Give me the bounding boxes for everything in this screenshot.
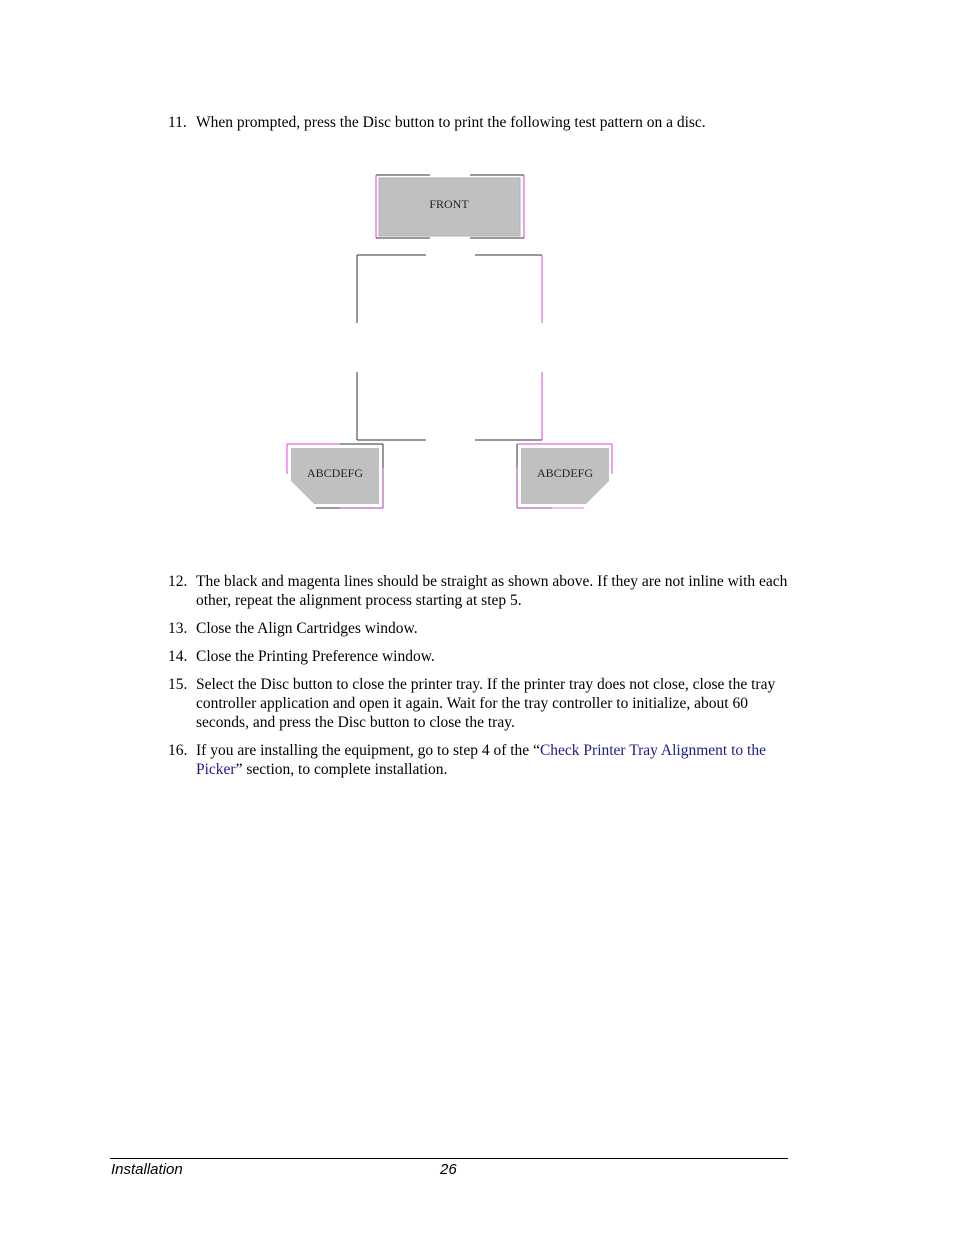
step-number: 14. bbox=[168, 648, 188, 665]
step-12 bbox=[168, 572, 788, 610]
step-number: 15. bbox=[168, 676, 188, 693]
step-text bbox=[196, 741, 788, 779]
footer-section: Installation bbox=[111, 1161, 183, 1178]
right-label: ABCDEFG bbox=[536, 466, 594, 480]
step-text: The black and magenta lines should be straight as shown above. If they are not inline with each other, repeat the alignment process starting at step 5. bbox=[196, 573, 788, 609]
step-14 bbox=[168, 647, 788, 666]
step-text: Close the Printing Preference window. bbox=[196, 648, 435, 665]
right-box bbox=[517, 444, 612, 508]
step-13 bbox=[168, 619, 788, 638]
left-label: ABCDEFG bbox=[306, 466, 364, 480]
check-printer-tray-alignment-link[interactable]: Check Printer Tray Alignment to the Picker bbox=[196, 742, 766, 778]
step-11 bbox=[168, 113, 788, 132]
step-16 bbox=[168, 741, 788, 779]
step-number: 11. bbox=[168, 114, 187, 131]
step-text-after: ” section, to complete installation. bbox=[235, 761, 448, 778]
step-text: When prompted, press the Disc button to print the following test pattern on a disc. bbox=[196, 114, 706, 131]
footer-page-number: 26 bbox=[440, 1161, 457, 1178]
step-number: 13. bbox=[168, 620, 188, 637]
step-text: Close the Align Cartridges window. bbox=[196, 620, 418, 637]
test-pattern-figure bbox=[280, 168, 620, 518]
front-label: FRONT bbox=[429, 197, 469, 211]
step-number: 12. bbox=[168, 573, 188, 590]
step-text-before: If you are installing the equipment, go to step 4 of the “ bbox=[196, 742, 540, 759]
footer-divider bbox=[110, 1158, 788, 1159]
step-text: Select the Disc button to close the printer tray. If the printer tray does not close, close the tray controller application and open it again. Wait for the tray controller to initialize, about 60 seconds, and press the Disc button to close the tray. bbox=[196, 676, 776, 731]
center-bracket bbox=[357, 255, 542, 440]
front-box bbox=[376, 175, 524, 238]
step-number: 16. bbox=[168, 742, 188, 759]
step-15 bbox=[168, 675, 788, 732]
left-box bbox=[287, 444, 383, 508]
